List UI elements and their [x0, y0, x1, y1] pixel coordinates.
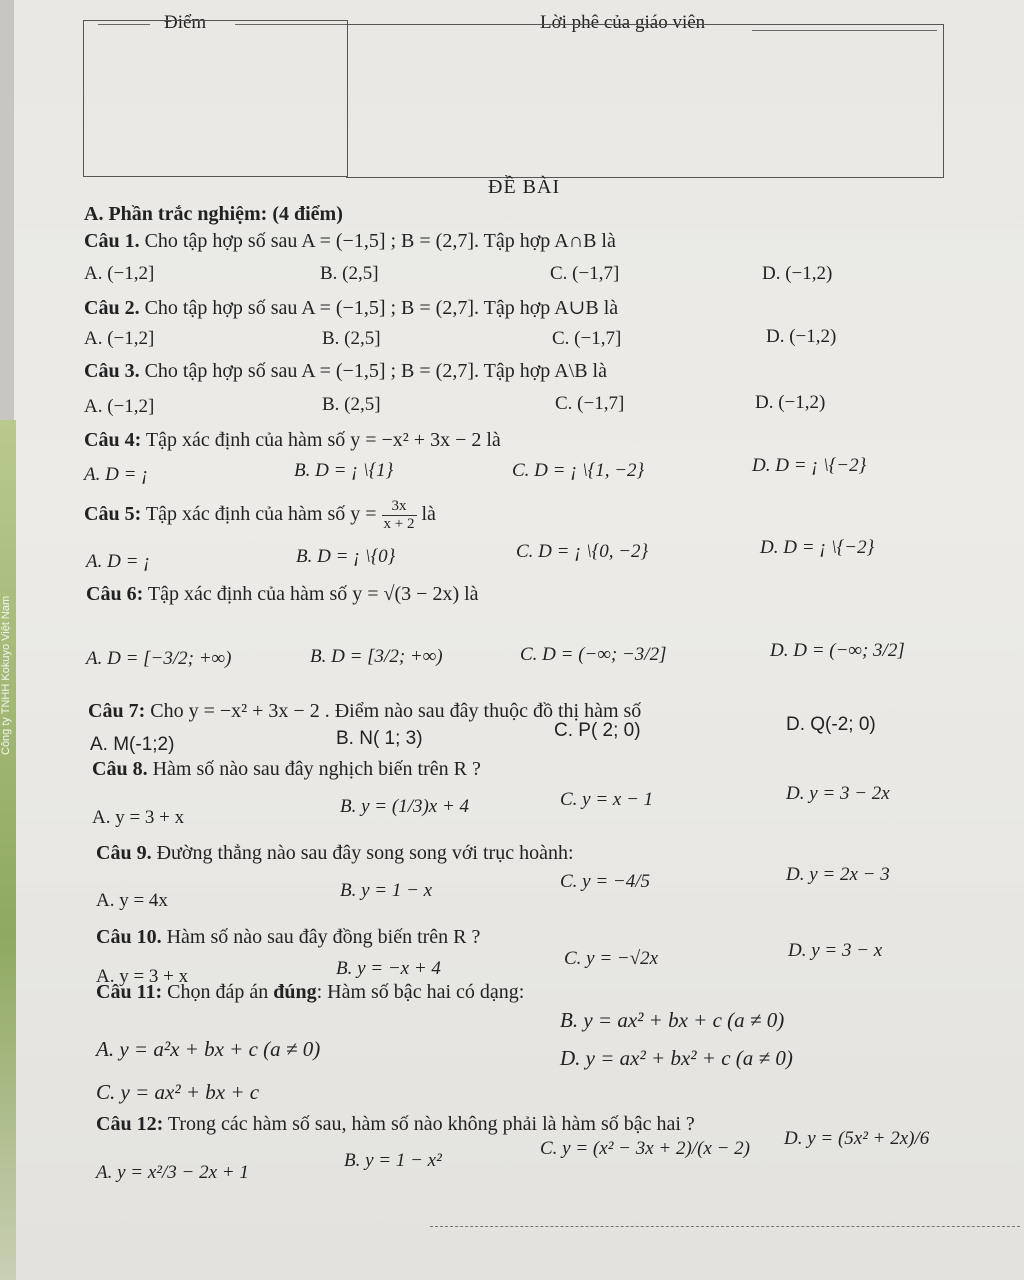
q7-option-a[interactable]: A. M(-1;2) — [90, 734, 175, 755]
bottom-dotted-rule — [430, 1226, 1020, 1227]
teacher-comment-label: Lời phê của giáo viên — [540, 12, 706, 33]
comment-box[interactable] — [346, 24, 944, 178]
question-4: Câu 4: Tập xác định của hàm số y = −x² + 3x − 2 là — [84, 429, 501, 451]
q10-option-c[interactable]: C. y = −√2x — [564, 948, 659, 969]
q11-option-a[interactable]: A. y = a²x + bx + c (a ≠ 0) — [96, 1037, 321, 1061]
q3-option-c[interactable]: C. (−1,7] — [555, 393, 625, 414]
question-2: Câu 2. Cho tập hợp số sau A = (−1,5] ; B = (2,7]. Tập hợp A∪B là — [84, 297, 619, 319]
q7-option-d[interactable]: D. Q(-2; 0) — [786, 714, 876, 735]
question-3: Câu 3. Cho tập hợp số sau A = (−1,5] ; B = (2,7]. Tập hợp A\B là — [84, 360, 607, 382]
q11-option-d[interactable]: D. y = ax² + bx² + c (a ≠ 0) — [560, 1046, 793, 1070]
q1-option-b[interactable]: B. (2,5] — [320, 263, 379, 284]
notebook-cover-strip — [0, 420, 16, 1280]
score-box[interactable] — [83, 20, 348, 177]
q11-option-b[interactable]: B. y = ax² + bx + c (a ≠ 0) — [560, 1008, 785, 1032]
question-6: Câu 6: Tập xác định của hàm số y = √(3 − 2x) là — [86, 583, 479, 605]
section-a-heading: A. Phần trắc nghiệm: (4 điểm) — [84, 203, 343, 225]
q12-option-a[interactable]: A. y = x²/3 − 2x + 1 — [96, 1162, 249, 1183]
exam-title: ĐỀ BÀI — [488, 176, 561, 198]
cover-brand-text: Công ty TNHH Kokuyo Việt Nam — [0, 595, 12, 755]
q12-option-d[interactable]: D. y = (5x² + 2x)/6 — [784, 1128, 930, 1149]
q1-option-d[interactable]: D. (−1,2) — [762, 263, 833, 284]
q4-option-a[interactable]: A. D = ¡ — [84, 464, 149, 485]
q5-option-c[interactable]: C. D = ¡ \{0, −2} — [516, 541, 649, 562]
question-8: Câu 8. Hàm số nào sau đây nghịch biến trên R ? — [92, 758, 481, 780]
q10-option-b[interactable]: B. y = −x + 4 — [336, 958, 441, 979]
q2-option-d[interactable]: D. (−1,2) — [766, 326, 837, 347]
q9-option-b[interactable]: B. y = 1 − x — [340, 880, 433, 901]
q1-option-a[interactable]: A. (−1,2] — [84, 263, 155, 284]
question-5: Câu 5: Tập xác định của hàm số y = $\frac{3x}{x + 2}$ là — [84, 498, 436, 532]
score-label: Điểm — [164, 12, 207, 33]
q9-option-c[interactable]: C. y = −4/5 — [560, 871, 651, 892]
q9-option-a[interactable]: A. y = 4x — [96, 890, 168, 911]
q6-option-c[interactable]: C. D = (−∞; −3/2] — [520, 644, 667, 665]
q3-option-b[interactable]: B. (2,5] — [322, 394, 381, 415]
question-10: Câu 10. Hàm số nào sau đây đồng biến trên R ? — [96, 926, 481, 948]
q4-option-d[interactable]: D. D = ¡ \{−2} — [752, 455, 867, 476]
q5-option-b[interactable]: B. D = ¡ \{0} — [296, 546, 396, 567]
q6-option-d[interactable]: D. D = (−∞; 3/2] — [770, 640, 905, 661]
q5-option-a[interactable]: A. D = ¡ — [86, 551, 151, 572]
q11-option-c[interactable]: C. y = ax² + bx + c — [96, 1080, 260, 1104]
q2-option-c[interactable]: C. (−1,7] — [552, 328, 622, 349]
q2-option-b[interactable]: B. (2,5] — [322, 328, 381, 349]
q3-option-d[interactable]: D. (−1,2) — [755, 392, 826, 413]
q7-option-c[interactable]: C. P( 2; 0) — [554, 720, 641, 741]
q10-option-a[interactable]: A. y = 3 + x — [96, 966, 189, 987]
q4-option-c[interactable]: C. D = ¡ \{1, −2} — [512, 460, 645, 481]
q12-option-b[interactable]: B. y = 1 − x² — [344, 1150, 442, 1171]
q5-fraction: $\frac{3x}{x + 2}$ — [383, 498, 415, 532]
q2-option-a[interactable]: A. (−1,2] — [84, 328, 155, 349]
q7-option-b[interactable]: B. N( 1; 3) — [336, 728, 423, 749]
q6-option-a[interactable]: A. D = [−3/2; +∞) — [86, 648, 232, 669]
q8-option-d[interactable]: D. y = 3 − 2x — [786, 783, 890, 804]
q4-option-b[interactable]: B. D = ¡ \{1} — [294, 460, 394, 481]
question-11: Câu 11: Chọn đáp án đúng: Hàm số bậc hai có dạng: — [96, 981, 525, 1003]
q3-option-a[interactable]: A. (−1,2] — [84, 396, 155, 417]
q8-option-a[interactable]: A. y = 3 + x — [92, 807, 185, 828]
q5-option-d[interactable]: D. D = ¡ \{−2} — [760, 537, 875, 558]
q10-option-d[interactable]: D. y = 3 − x — [788, 940, 883, 961]
q8-option-b[interactable]: B. y = (1/3)x + 4 — [340, 796, 470, 817]
q1-option-c[interactable]: C. (−1,7] — [550, 263, 620, 284]
question-7: Câu 7: Cho y = −x² + 3x − 2 . Điểm nào sau đây thuộc đồ thị hàm số — [88, 700, 642, 722]
q8-option-c[interactable]: C. y = x − 1 — [560, 789, 654, 810]
question-1: Câu 1. Cho tập hợp số sau A = (−1,5] ; B = (2,7]. Tập hợp A∩B là — [84, 230, 616, 252]
question-9: Câu 9. Đường thẳng nào sau đây song song với trục hoành: — [96, 842, 574, 864]
q9-option-d[interactable]: D. y = 2x − 3 — [786, 864, 890, 885]
q6-option-b[interactable]: B. D = [3/2; +∞) — [310, 646, 443, 667]
q12-option-c[interactable]: C. y = (x² − 3x + 2)/(x − 2) — [540, 1138, 750, 1159]
question-12: Câu 12: Trong các hàm số sau, hàm số nào không phải là hàm số bậc hai ? — [96, 1113, 695, 1135]
